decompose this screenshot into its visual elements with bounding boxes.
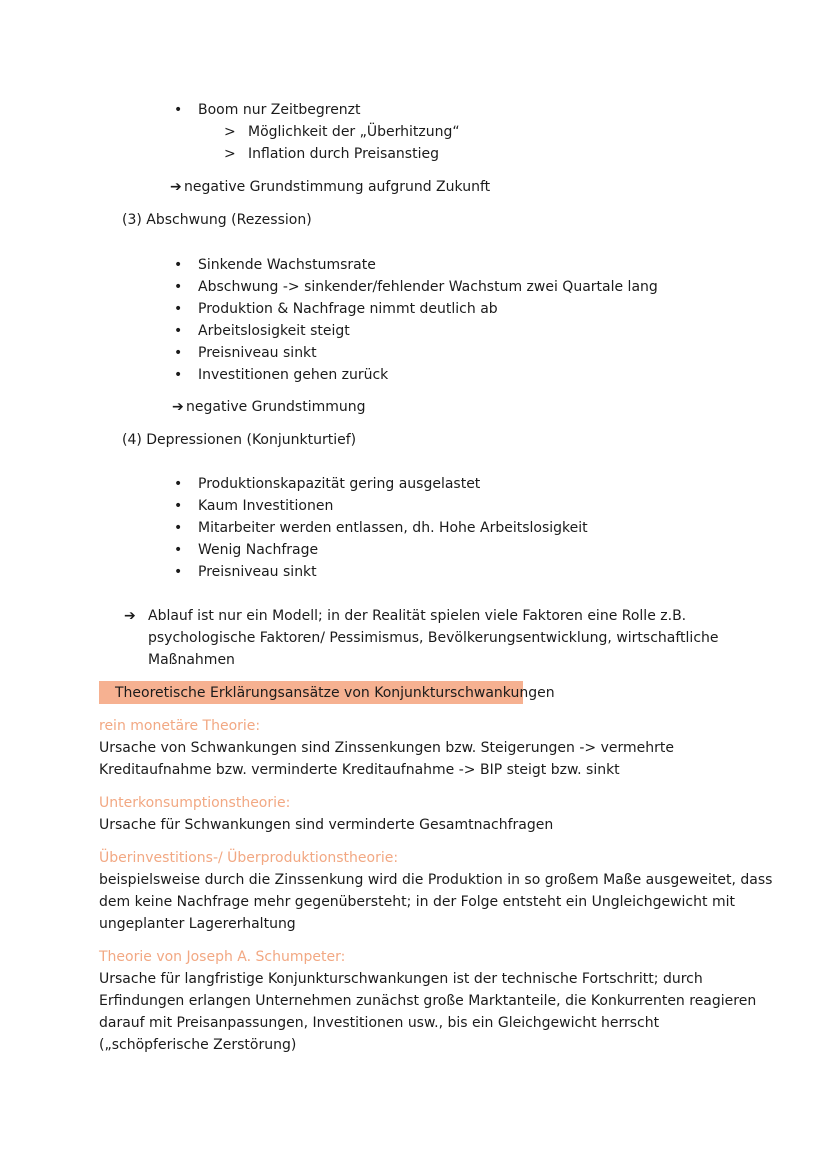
arrow-bullet-icon: > — [224, 146, 236, 162]
theory-text-line: ungeplanter Lagererhaltung — [99, 916, 296, 932]
abschwung-conclusion: negative Grundstimmung — [186, 399, 366, 415]
theory-text-line: Ursache für langfristige Konjunkturschwankungen ist der technische Fortschritt; durch — [99, 971, 703, 987]
list-item: Produktion & Nachfrage nimmt deutlich ab — [198, 301, 498, 317]
list-item: Wenig Nachfrage — [198, 542, 319, 558]
bullet-dot-icon: • — [174, 257, 183, 273]
list-item: Preisniveau sinkt — [198, 564, 317, 580]
bullet-dot-icon: • — [174, 323, 183, 339]
model-note-line: Maßnahmen — [148, 652, 235, 668]
bullet-dot-icon: • — [174, 102, 183, 118]
bullet-dot-icon: • — [174, 345, 183, 361]
theory-text-line: dem keine Nachfrage mehr gegenübersteht; in der Folge entsteht ein Ungleichgewicht mit — [99, 894, 735, 910]
list-item: Arbeitslosigkeit steigt — [198, 323, 350, 339]
boom-bullet: Boom nur Zeitbegrenzt — [198, 102, 361, 118]
boom-sub-item: Möglichkeit der „Überhitzung“ — [248, 124, 460, 140]
list-item: Produktionskapazität gering ausgelastet — [198, 476, 481, 492]
abschwung-heading: (3) Abschwung (Rezession) — [122, 212, 312, 228]
list-item: Kaum Investitionen — [198, 498, 334, 514]
bullet-dot-icon: • — [174, 367, 183, 383]
theory-text-line: darauf mit Preisanpassungen, Investitionen usw., bis ein Gleichgewicht herrscht — [99, 1015, 660, 1031]
theory-text-line: Kreditaufnahme bzw. verminderte Kreditaufnahme -> BIP steigt bzw. sinkt — [99, 762, 620, 778]
theory-text-line: Erfindungen erlangen Unternehmen zunächst große Marktanteile, die Konkurrenten reagieren — [99, 993, 757, 1009]
model-note-line: Ablauf ist nur ein Modell; in der Realität spielen viele Faktoren eine Rolle z.B. — [148, 608, 687, 624]
bullet-dot-icon: • — [174, 476, 183, 492]
list-item: Mitarbeiter werden entlassen, dh. Hohe Arbeitslosigkeit — [198, 520, 588, 536]
bullet-dot-icon: • — [174, 279, 183, 295]
list-item: Preisniveau sinkt — [198, 345, 317, 361]
theory-title: Theorie von Joseph A. Schumpeter: — [99, 949, 346, 965]
right-arrow-icon: ➔ — [124, 608, 136, 624]
model-note-line: psychologische Faktoren/ Pessimismus, Bevölkerungsentwicklung, wirtschaftliche — [148, 630, 719, 646]
bullet-dot-icon: • — [174, 520, 183, 536]
theory-title: Unterkonsumptionstheorie: — [99, 795, 291, 811]
bullet-dot-icon: • — [174, 301, 183, 317]
arrow-bullet-icon: > — [224, 124, 236, 140]
boom-sub-item: Inflation durch Preisanstieg — [248, 146, 439, 162]
list-item: Investitionen gehen zurück — [198, 367, 389, 383]
bullet-dot-icon: • — [174, 542, 183, 558]
list-item: Abschwung -> sinkender/fehlender Wachstum zwei Quartale lang — [198, 279, 658, 295]
theory-title: rein monetäre Theorie: — [99, 718, 261, 734]
bullet-dot-icon: • — [174, 564, 183, 580]
theory-text-line: beispielsweise durch die Zinssenkung wird die Produktion in so großem Maße ausgeweitet, dass — [99, 872, 773, 888]
section-title: Theoretische Erklärungsansätze von Konjunkturschwankungen — [115, 685, 555, 701]
right-arrow-icon: ➔ — [170, 179, 182, 195]
depression-heading: (4) Depressionen (Konjunkturtief) — [122, 432, 357, 448]
list-item: Sinkende Wachstumsrate — [198, 257, 376, 273]
theory-title: Überinvestitions-/ Überproduktionstheorie: — [99, 850, 399, 866]
right-arrow-icon: ➔ — [172, 399, 184, 415]
boom-conclusion: negative Grundstimmung aufgrund Zukunft — [184, 179, 491, 195]
bullet-dot-icon: • — [174, 498, 183, 514]
theory-text-line: Ursache von Schwankungen sind Zinssenkungen bzw. Steigerungen -> vermehrte — [99, 740, 674, 756]
theory-text-line: („schöpferische Zerstörung) — [99, 1037, 297, 1053]
theory-text-line: Ursache für Schwankungen sind verminderte Gesamtnachfragen — [99, 817, 554, 833]
